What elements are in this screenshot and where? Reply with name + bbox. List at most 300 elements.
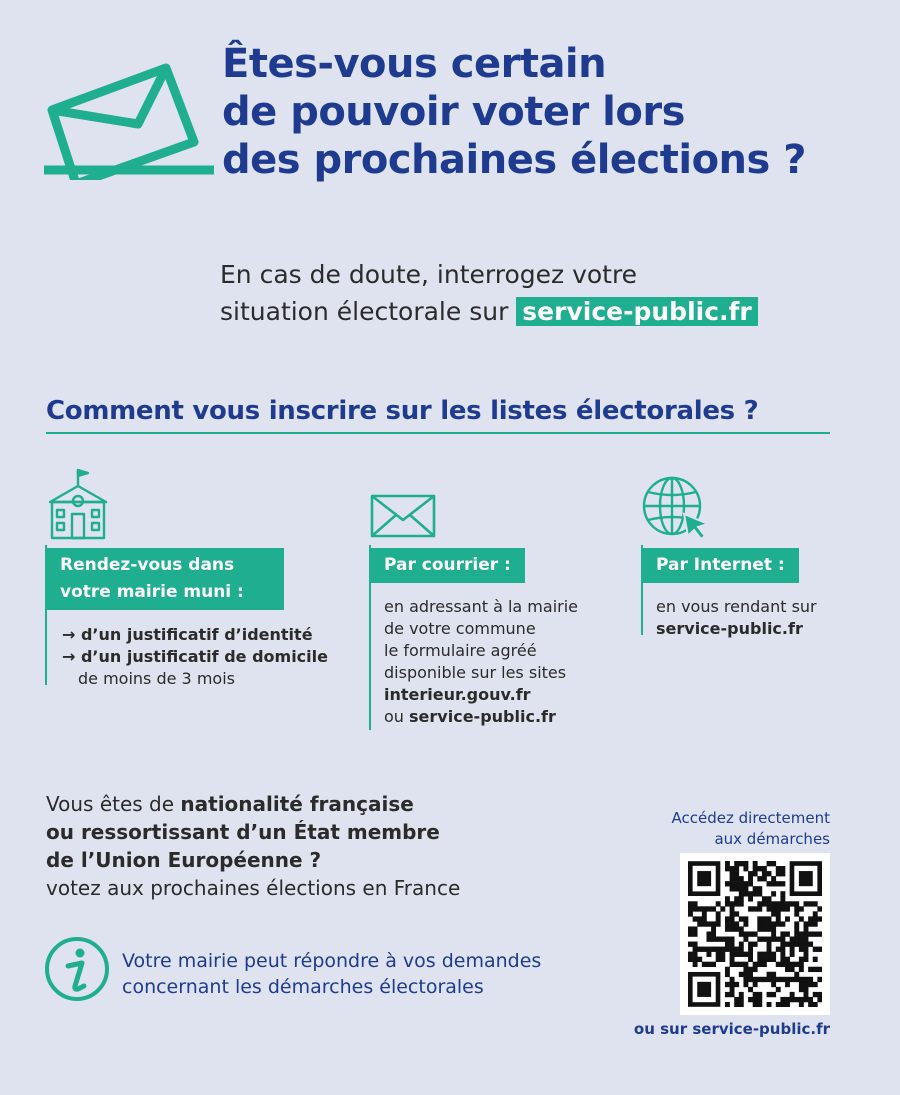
info-icon <box>44 936 110 1002</box>
qr-module <box>739 952 744 957</box>
qr-module <box>688 942 693 947</box>
qr-module <box>725 947 730 952</box>
qr-module <box>734 871 739 876</box>
qr-module <box>776 1002 781 1007</box>
qr-module <box>711 937 716 942</box>
qr-module <box>716 901 721 906</box>
by-mail-text <box>384 596 578 728</box>
qr-code[interactable] <box>688 861 822 1007</box>
qr-module <box>739 962 744 967</box>
list-item-identity: → d’un justificatif d’identité <box>62 625 313 644</box>
qr-module <box>771 906 776 911</box>
qr-module <box>780 866 785 871</box>
intro-link[interactable]: service-public.fr <box>516 297 757 326</box>
qr-module <box>739 891 744 896</box>
qr-module <box>804 952 809 957</box>
mail-line-last <box>384 706 578 728</box>
qr-module <box>780 937 785 942</box>
intro-text <box>220 256 758 330</box>
intro-line-1: En cas de doute, interrogez votre <box>220 260 638 289</box>
nationality-line-2: ou ressortissant d’un État membre <box>46 820 440 844</box>
nationality-block <box>46 790 460 902</box>
qr-module <box>771 937 776 942</box>
qr-module <box>776 881 781 886</box>
link-interieur[interactable]: interieur.gouv.fr <box>384 685 531 704</box>
qr-module <box>748 987 753 992</box>
qr-module <box>725 972 730 977</box>
qr-finder-3 <box>690 974 718 1004</box>
qr-module <box>804 997 809 1002</box>
qr-module <box>725 937 730 942</box>
qr-module <box>757 891 762 896</box>
tag-in-person-line-1: Rendez-vous dans <box>60 555 235 575</box>
qr-finder-2 <box>792 864 820 894</box>
nationality-bold-1: nationalité française <box>180 792 414 816</box>
qr-module <box>739 1002 744 1007</box>
qr-module <box>734 896 739 901</box>
qr-module <box>780 957 785 962</box>
qr-module <box>711 921 716 926</box>
qr-module <box>748 896 753 901</box>
qr-module <box>730 881 735 886</box>
qr-module <box>743 952 748 957</box>
qr-module <box>730 871 735 876</box>
qr-module <box>688 906 693 911</box>
qr-module <box>799 977 804 982</box>
qr-module <box>743 881 748 886</box>
qr-module <box>706 962 711 967</box>
qr-module <box>804 942 809 947</box>
qr-module <box>780 871 785 876</box>
qr-module <box>762 952 767 957</box>
envelope-ballot-icon <box>44 60 214 180</box>
qr-module <box>693 931 698 936</box>
qr-module <box>725 901 730 906</box>
qr-module <box>688 952 693 957</box>
mail-line-1: en adressant à la mairie <box>384 597 579 616</box>
nationality-line-4: votez aux prochaines élections en France <box>46 876 461 900</box>
qr-module <box>757 977 762 982</box>
qr-module <box>743 931 748 936</box>
qr-module <box>693 906 698 911</box>
qr-module <box>734 911 739 916</box>
qr-module <box>753 977 758 982</box>
tag-in-person <box>46 548 284 610</box>
qr-module <box>817 992 822 997</box>
qr-module <box>693 901 698 906</box>
qr-module <box>720 947 725 952</box>
qr-finder-1 <box>690 864 718 894</box>
qr-module <box>794 926 799 931</box>
qr-module <box>730 947 735 952</box>
qr-module <box>767 972 772 977</box>
qr-module <box>693 947 698 952</box>
qr-module <box>785 967 790 972</box>
qr-module <box>813 901 818 906</box>
qr-module <box>702 947 707 952</box>
qr-module <box>734 861 739 866</box>
qr-module <box>730 921 735 926</box>
qr-module <box>767 1002 772 1007</box>
qr-module <box>767 926 772 931</box>
qr-module <box>771 891 776 896</box>
qr-module <box>785 1002 790 1007</box>
qr-module <box>808 931 813 936</box>
qr-module <box>725 967 730 972</box>
qr-module <box>697 906 702 911</box>
qr-module <box>780 997 785 1002</box>
qr-module <box>776 906 781 911</box>
qr-module <box>794 931 799 936</box>
qr-module <box>743 921 748 926</box>
qr-module <box>753 997 758 1002</box>
qr-module <box>776 937 781 942</box>
qr-module <box>808 982 813 987</box>
qr-module <box>688 931 693 936</box>
qr-module <box>757 886 762 891</box>
qr-module <box>776 987 781 992</box>
qr-module <box>776 916 781 921</box>
tag-in-person-line-2: votre mairie muni : <box>60 582 244 602</box>
qr-module <box>813 957 818 962</box>
qr-module <box>771 931 776 936</box>
qr-module <box>799 967 804 972</box>
qr-module <box>799 997 804 1002</box>
qr-module <box>767 906 772 911</box>
qr-module <box>776 962 781 967</box>
qr-module <box>725 1002 730 1007</box>
qr-module <box>725 916 730 921</box>
qr-module <box>817 997 822 1002</box>
qr-module <box>693 942 698 947</box>
qr-module <box>780 1002 785 1007</box>
qr-module <box>762 962 767 967</box>
qr-module <box>794 911 799 916</box>
qr-module <box>706 937 711 942</box>
qr-module <box>804 921 809 926</box>
qr-module <box>771 992 776 997</box>
qr-module <box>730 962 735 967</box>
qr-module <box>706 921 711 926</box>
qr-module <box>804 982 809 987</box>
qr-module <box>693 926 698 931</box>
qr-module <box>808 921 813 926</box>
qr-module <box>725 866 730 871</box>
tag-by-mail: Par courrier : <box>370 548 525 583</box>
qr-module <box>767 881 772 886</box>
nationality-line-3: de l’Union Européenne ? <box>46 848 322 872</box>
qr-module <box>730 911 735 916</box>
qr-module <box>771 861 776 866</box>
qr-module <box>808 1002 813 1007</box>
qr-module <box>702 916 707 921</box>
qr-module <box>794 906 799 911</box>
qr-module <box>771 982 776 987</box>
qr-module <box>767 977 772 982</box>
qr-module <box>804 957 809 962</box>
qr-module <box>817 947 822 952</box>
qr-module <box>790 992 795 997</box>
qr-module <box>730 987 735 992</box>
qr-module <box>757 962 762 967</box>
qr-module <box>771 881 776 886</box>
qr-module <box>757 901 762 906</box>
qr-module <box>776 866 781 871</box>
qr-module <box>813 916 818 921</box>
qr-module <box>762 937 767 942</box>
qr-module <box>743 962 748 967</box>
qr-module <box>693 957 698 962</box>
qr-module <box>776 901 781 906</box>
qr-module <box>785 997 790 1002</box>
qr-module <box>762 896 767 901</box>
qr-module <box>771 926 776 931</box>
qr-module <box>720 952 725 957</box>
qr-module <box>743 982 748 987</box>
qr-module <box>762 977 767 982</box>
section-title: Comment vous inscrire sur les listes électorales ? <box>46 396 759 426</box>
qr-module <box>734 901 739 906</box>
qr-module <box>706 906 711 911</box>
qr-module <box>688 926 693 931</box>
qr-module <box>757 906 762 911</box>
qr-module <box>748 972 753 977</box>
qr-module <box>739 972 744 977</box>
qr-module <box>804 901 809 906</box>
qr-module <box>767 947 772 952</box>
qr-module <box>716 937 721 942</box>
qr-module <box>693 952 698 957</box>
qr-module <box>808 942 813 947</box>
qr-module <box>776 911 781 916</box>
qr-module <box>730 937 735 942</box>
qr-module <box>757 957 762 962</box>
qr-module <box>799 987 804 992</box>
qr-module <box>716 916 721 921</box>
qr-module <box>771 921 776 926</box>
qr-module <box>808 901 813 906</box>
qr-module <box>730 916 735 921</box>
qr-module <box>817 931 822 936</box>
qr-module <box>804 977 809 982</box>
qr-module <box>817 977 822 982</box>
qr-module <box>697 921 702 926</box>
qr-module <box>743 886 748 891</box>
qr-module <box>734 947 739 952</box>
mail-line-2: de votre commune <box>384 619 536 638</box>
qr-module <box>762 871 767 876</box>
qr-module <box>757 937 762 942</box>
qr-module <box>757 926 762 931</box>
qr-module <box>743 916 748 921</box>
qr-module <box>716 911 721 916</box>
qr-module <box>804 937 809 942</box>
qr-module <box>790 947 795 952</box>
qr-module <box>799 1002 804 1007</box>
in-person-requirements <box>62 624 328 690</box>
qr-module <box>780 901 785 906</box>
qr-module <box>757 916 762 921</box>
qr-module <box>743 937 748 942</box>
qr-module <box>804 926 809 931</box>
qr-module <box>743 891 748 896</box>
qr-module <box>711 926 716 931</box>
qr-module <box>748 942 753 947</box>
qr-module <box>693 916 698 921</box>
qr-module <box>739 947 744 952</box>
qr-module <box>748 931 753 936</box>
qr-module <box>711 906 716 911</box>
qr-module <box>762 921 767 926</box>
qr-module <box>813 1002 818 1007</box>
mail-line-3: le formulaire agréé <box>384 641 537 660</box>
qr-module <box>813 947 818 952</box>
qr-module <box>725 942 730 947</box>
qr-module <box>753 906 758 911</box>
qr-module <box>762 926 767 931</box>
qr-module <box>743 977 748 982</box>
qr-module <box>725 926 730 931</box>
qr-module <box>734 866 739 871</box>
qr-module <box>753 1002 758 1007</box>
qr-module <box>730 866 735 871</box>
qr-module <box>753 866 758 871</box>
qr-module <box>794 942 799 947</box>
qr-module <box>780 962 785 967</box>
qr-module <box>748 881 753 886</box>
qr-module <box>808 967 813 972</box>
section-divider <box>46 432 830 434</box>
qr-module <box>799 931 804 936</box>
qr-module <box>790 962 795 967</box>
qr-module <box>762 876 767 881</box>
qr-module <box>794 901 799 906</box>
qr-module <box>785 962 790 967</box>
qr-module <box>808 916 813 921</box>
info-text <box>122 948 541 1000</box>
tag-online: Par Internet : <box>642 548 799 583</box>
qr-module <box>739 896 744 901</box>
qr-caption-line-1: Accédez directement <box>671 809 830 827</box>
qr-module <box>757 997 762 1002</box>
qr-module <box>697 947 702 952</box>
qr-module <box>716 921 721 926</box>
qr-module <box>799 982 804 987</box>
qr-module <box>794 977 799 982</box>
qr-module <box>720 957 725 962</box>
qr-module <box>702 921 707 926</box>
qr-module <box>780 977 785 982</box>
qr-module <box>753 992 758 997</box>
mail-line-4: disponible sur les sites <box>384 663 567 682</box>
qr-module <box>767 896 772 901</box>
qr-module <box>739 916 744 921</box>
mail-icon <box>370 494 436 538</box>
qr-footer-link[interactable]: ou sur service-public.fr <box>633 1020 830 1038</box>
town-hall-icon <box>46 468 110 540</box>
info-line-2: concernant les démarches électorales <box>122 976 484 998</box>
qr-module <box>804 992 809 997</box>
qr-module <box>688 957 693 962</box>
qr-module <box>743 967 748 972</box>
qr-module <box>799 942 804 947</box>
qr-module <box>780 947 785 952</box>
qr-module <box>734 1002 739 1007</box>
link-service-public-online[interactable]: service-public.fr <box>656 619 803 638</box>
qr-module <box>753 962 758 967</box>
qr-module <box>711 947 716 952</box>
qr-module <box>725 921 730 926</box>
qr-module <box>739 886 744 891</box>
qr-module <box>813 967 818 972</box>
qr-module <box>757 952 762 957</box>
qr-module <box>780 942 785 947</box>
link-service-public[interactable]: service-public.fr <box>409 707 556 726</box>
qr-module <box>780 921 785 926</box>
qr-module <box>743 866 748 871</box>
qr-module <box>790 977 795 982</box>
qr-module <box>776 977 781 982</box>
qr-module <box>753 891 758 896</box>
qr-module <box>739 881 744 886</box>
qr-module <box>743 972 748 977</box>
qr-module <box>771 952 776 957</box>
qr-module <box>785 977 790 982</box>
qr-module <box>780 891 785 896</box>
qr-module <box>730 906 735 911</box>
qr-module <box>762 916 767 921</box>
qr-module <box>725 881 730 886</box>
qr-module <box>757 876 762 881</box>
list-item-address: → d’un justificatif de domicile <box>62 647 328 666</box>
qr-module <box>780 952 785 957</box>
qr-module <box>725 896 730 901</box>
qr-module <box>730 977 735 982</box>
qr-module <box>771 911 776 916</box>
qr-module <box>813 992 818 997</box>
qr-module <box>767 861 772 866</box>
qr-module <box>757 921 762 926</box>
qr-module <box>748 876 753 881</box>
qr-module <box>799 906 804 911</box>
qr-module <box>734 886 739 891</box>
headline-line-1: Êtes-vous certain <box>222 41 607 87</box>
qr-module <box>748 871 753 876</box>
qr-module <box>757 866 762 871</box>
qr-module <box>794 972 799 977</box>
qr-module <box>753 931 758 936</box>
qr-module <box>739 992 744 997</box>
qr-module <box>702 906 707 911</box>
qr-module <box>725 982 730 987</box>
qr-module <box>716 952 721 957</box>
qr-module <box>804 947 809 952</box>
qr-module <box>813 921 818 926</box>
qr-module <box>748 891 753 896</box>
qr-module <box>730 992 735 997</box>
globe-cursor-icon <box>642 474 712 540</box>
qr-module <box>799 916 804 921</box>
qr-module <box>730 957 735 962</box>
qr-module <box>757 992 762 997</box>
qr-caption-line-2: aux démarches <box>714 830 830 848</box>
qr-module <box>785 957 790 962</box>
qr-module <box>762 901 767 906</box>
qr-module <box>799 962 804 967</box>
qr-module <box>771 876 776 881</box>
qr-module <box>730 926 735 931</box>
qr-module <box>697 916 702 921</box>
